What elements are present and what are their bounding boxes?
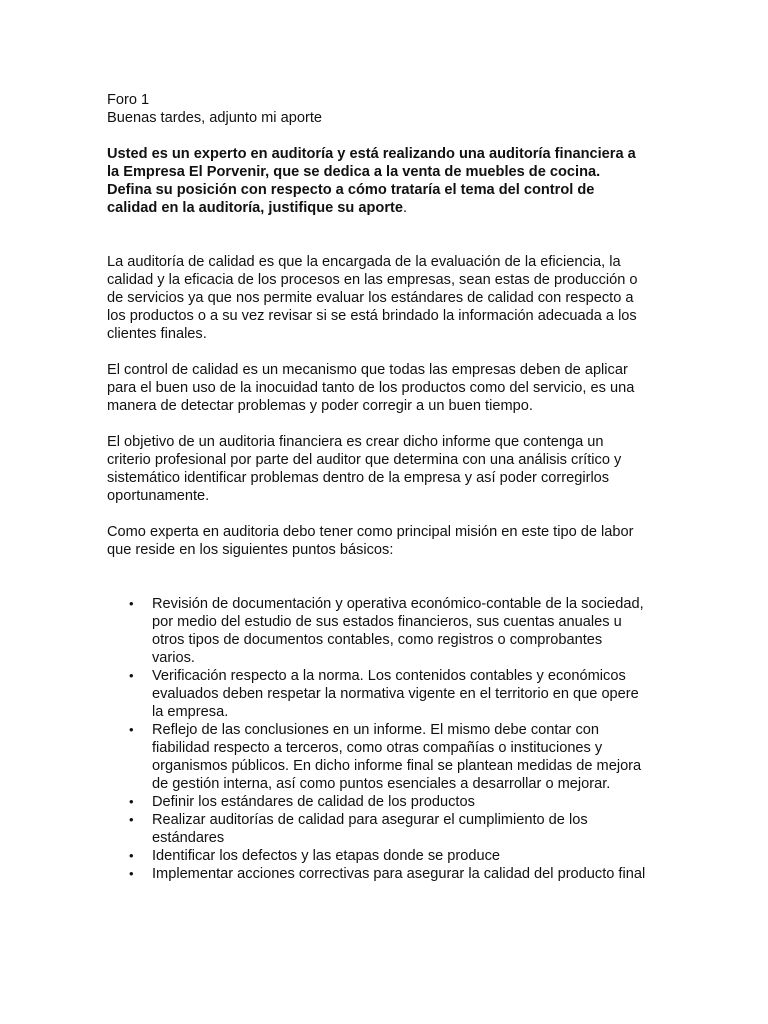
list-item-line: de gestión interna, así como puntos esenciales a desarrollar o mejorar. <box>152 776 611 792</box>
bullet-icon: • <box>129 794 134 809</box>
forum-title: Foro 1 <box>107 92 150 108</box>
list-item-line: Definir los estándares de calidad de los productos <box>152 794 475 810</box>
question-line: Defina su posición con respecto a cómo trataría el tema del control de <box>107 182 595 198</box>
question-line: Usted es un experto en auditoría y está realizando una auditoría financiera a <box>107 146 636 162</box>
list-item <box>107 847 667 865</box>
paragraph-quality-control <box>107 361 667 415</box>
paragraph-line: criterio profesional por parte del auditor que determina con una análisis crítico y <box>107 452 622 468</box>
paragraph-line: Como experta en auditoria debo tener como principal misión en este tipo de labor <box>107 524 634 540</box>
question-line-text: calidad en la auditoría, justifique su aporte <box>107 200 403 216</box>
list-item <box>107 811 667 847</box>
greeting-text: Buenas tardes, adjunto mi aporte <box>107 110 322 126</box>
bullet-icon: • <box>129 866 134 881</box>
bullet-icon: • <box>129 668 134 683</box>
basic-points-list <box>107 595 667 883</box>
list-item-line: Implementar acciones correctivas para asegurar la calidad del producto final <box>152 866 646 882</box>
list-item-line: otros tipos de documentos contables, como registros o comprobantes <box>152 632 603 648</box>
list-item-line: por medio del estudio de sus estados financieros, sus cuentas anuales u <box>152 614 622 630</box>
list-item-line: evaluados deben respetar la normativa vigente en el territorio en que opere <box>152 686 639 702</box>
paragraph-line: La auditoría de calidad es que la encargada de la evaluación de la eficiencia, la <box>107 254 621 270</box>
paragraph-audit-objective <box>107 433 667 505</box>
question-line <box>107 199 667 217</box>
list-item <box>107 595 667 667</box>
list-item-line: fiabilidad respecto a terceros, como otras compañías o instituciones y <box>152 740 603 756</box>
paragraph-line: El control de calidad es un mecanismo que todas las empresas deben de aplicar <box>107 362 628 378</box>
paragraph-mission <box>107 523 667 559</box>
list-item <box>107 865 667 883</box>
list-item-line: Reflejo de las conclusiones en un informe. El mismo debe contar con <box>152 722 599 738</box>
paragraph-line: calidad y la eficacia de los procesos en las empresas, sean estas de producción o <box>107 272 638 288</box>
list-item-line: Realizar auditorías de calidad para asegurar el cumplimiento de los <box>152 812 588 828</box>
paragraph-line: El objetivo de un auditoria financiera es crear dicho informe que contenga un <box>107 434 604 450</box>
paragraph-line: clientes finales. <box>107 326 207 342</box>
list-item <box>107 793 667 811</box>
list-item-line: Identificar los defectos y las etapas donde se produce <box>152 848 501 864</box>
bullet-icon: • <box>129 596 134 611</box>
paragraph-line: manera de detectar problemas y poder corregir a un buen tiempo. <box>107 398 533 414</box>
list-item-line: organismos públicos. En dicho informe final se plantean medidas de mejora <box>152 758 642 774</box>
list-item-line: varios. <box>152 650 195 666</box>
question-period: . <box>403 200 408 216</box>
paragraph-line: los productos o a su vez revisar si se está brindado la información adecuada a los <box>107 308 637 324</box>
list-item-line: la empresa. <box>152 704 229 720</box>
paragraph-line: para el buen uso de la inocuidad tanto de los productos como del servicio, es una <box>107 380 635 396</box>
assignment-question <box>107 145 667 217</box>
list-item-line: Revisión de documentación y operativa económico-contable de la sociedad, <box>152 596 644 612</box>
paragraph-line: que reside en los siguientes puntos básicos: <box>107 542 394 558</box>
paragraph-line: oportunamente. <box>107 488 210 504</box>
paragraph-quality-audit <box>107 253 667 343</box>
list-item-line: Verificación respecto a la norma. Los contenidos contables y económicos <box>152 668 626 684</box>
bullet-icon: • <box>129 812 134 827</box>
bullet-icon: • <box>129 848 134 863</box>
list-item <box>107 667 667 721</box>
bullet-icon: • <box>129 722 134 737</box>
intro-block <box>107 91 667 127</box>
list-item <box>107 721 667 793</box>
document-page <box>107 91 667 883</box>
paragraph-line: sistemático identificar problemas dentro de la empresa y así poder corregirlos <box>107 470 610 486</box>
paragraph-line: de servicios ya que nos permite evaluar los estándares de calidad con respecto a <box>107 290 634 306</box>
list-item-line: estándares <box>152 830 225 846</box>
question-line: la Empresa El Porvenir, que se dedica a la venta de muebles de cocina. <box>107 164 601 180</box>
